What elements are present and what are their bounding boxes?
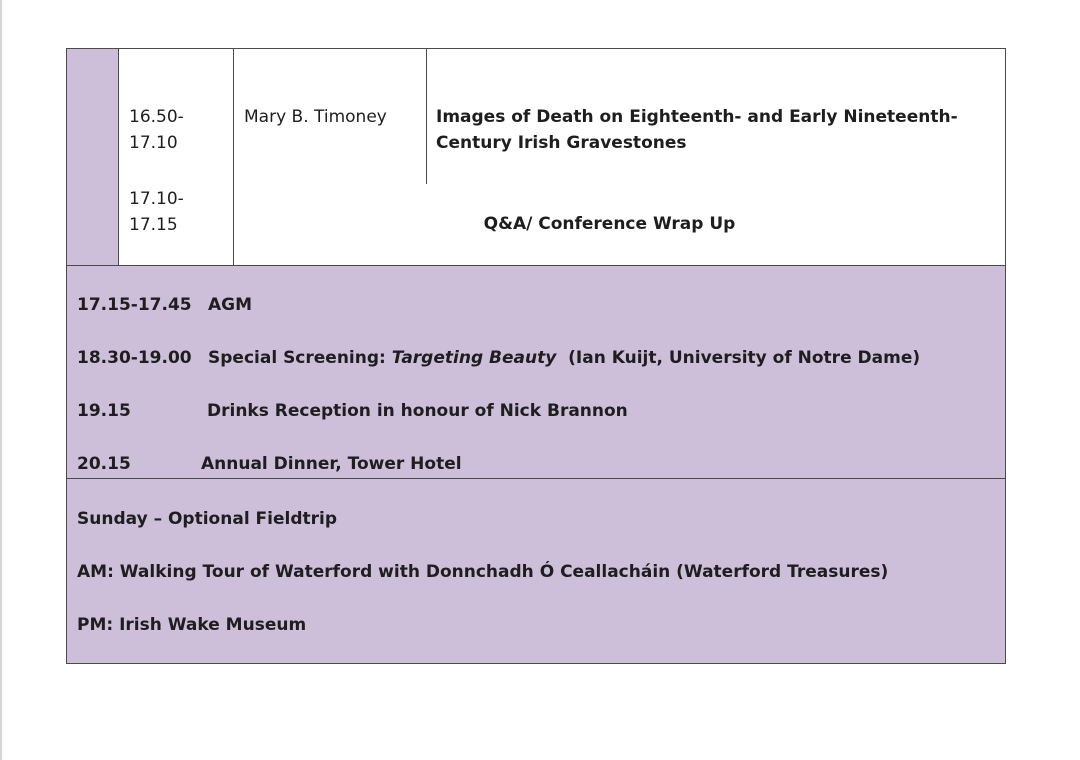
schedule-table [66,48,1006,664]
time-end: 17.15 [129,215,178,235]
title-cell [427,49,1005,184]
time-range [129,186,229,238]
time-end: 17.10 [129,133,178,153]
film-title: Targeting Beauty [391,348,557,368]
spacer-cell [67,184,119,265]
spacer-cell [67,49,119,184]
event-time: 18.30-19.00 [77,348,192,368]
event-description: AGM [208,295,253,315]
time-range [129,104,229,156]
speaker-name: Mary B. Timoney [244,107,387,127]
event-time: 17.15-17.45 [77,295,192,315]
sunday-fieldtrip [67,479,1005,663]
talk-title-line: Century Irish Gravestones [436,133,687,153]
table-row [67,49,1005,185]
event-prefix: Special Screening: [208,348,392,368]
time-start: 16.50- [129,107,184,127]
event-time: 19.15 [77,401,131,421]
event-suffix: (Ian Kuijt, University of Notre Dame) [556,348,921,368]
time-cell [119,184,234,265]
talk-title-line: Images of Death on Eighteenth- and Early Nineteenth- [436,107,958,127]
event-description: Drinks Reception in honour of Nick Brannon [207,401,628,421]
fieldtrip-am: AM: Walking Tour of Waterford with Donnchadh Ó Ceallacháin (Waterford Treasures) [77,562,889,582]
event-time: 20.15 [77,454,131,474]
fieldtrip-heading: Sunday – Optional Fieldtrip [77,509,338,529]
evening-events [67,266,1005,479]
speaker-cell [234,49,427,184]
page-edge [0,0,2,760]
table-row [67,184,1005,266]
wrap-up-title: Q&A/ Conference Wrap Up [483,214,736,234]
fieldtrip-pm: PM: Irish Wake Museum [77,615,307,635]
event-description: Annual Dinner, Tower Hotel [201,454,462,474]
event-description [208,346,920,370]
time-cell [119,49,234,184]
merged-title-cell [234,184,1005,265]
time-start: 17.10- [129,189,184,209]
talk-title [436,104,996,156]
